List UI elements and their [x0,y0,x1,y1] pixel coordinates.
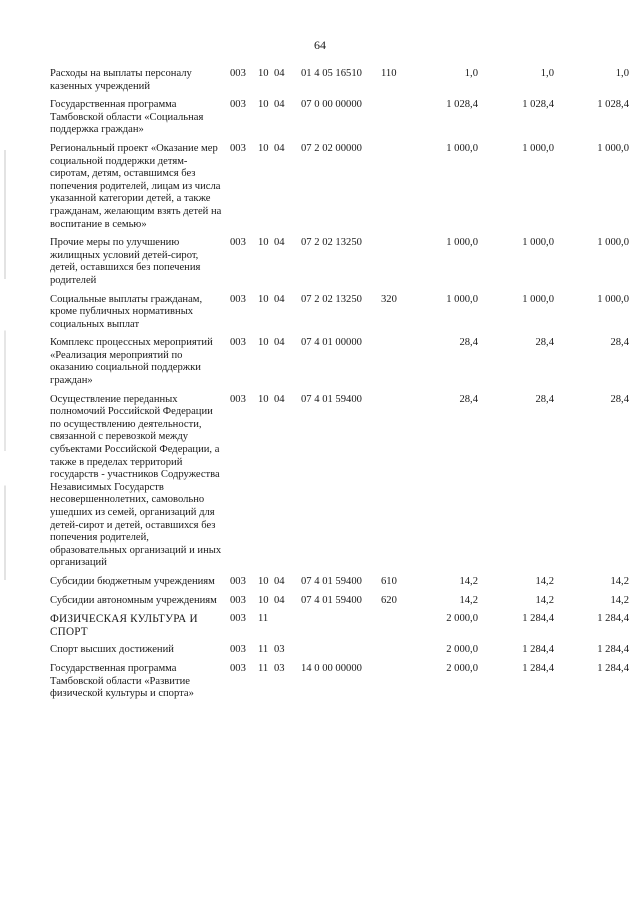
row-amount-year-3: 1 000,0 [597,293,629,305]
row-ved-code: 003 [230,337,246,349]
row-amount-year-3: 1 284,4 [597,662,629,674]
row-name: Государственная программа Тамбовской области «Развитие физической культуры и спорта» [50,662,194,700]
row-target-article-code: 07 2 02 13250 [301,237,362,249]
row-section-code: 10 [258,99,269,111]
row-name: Субсидии автономным учреждениям [50,594,217,606]
row-ved-code: 003 [230,68,246,79]
row-amount-year-2: 1 000,0 [522,293,554,305]
row-ved-code: 003 [230,142,246,154]
row-amount-year-1: 1 000,0 [446,293,478,305]
table-row [50,394,629,576]
row-ved-code: 003 [230,662,246,674]
row-expense-type-code [381,99,409,143]
budget-table-body [50,68,629,707]
row-section-code: 10 [258,337,269,349]
row-amount-year-2: 1 000,0 [522,237,554,249]
row-target-article-code: 07 2 02 00000 [301,142,362,154]
budget-table [50,68,629,707]
row-name: Региональный проект «Оказание мер социальной поддержки детям-сиротам, детям, оставшимся без попечения родителей, лицам из числа указанной категории детей, а также гражданам, желающим взять детей на воспитание в семью» [50,142,222,230]
row-target-article-code: 07 4 01 59400 [301,594,362,606]
row-amount-year-2: 14,2 [535,575,554,587]
row-section-code: 10 [258,237,269,249]
row-amount-year-3: 1 000,0 [597,237,629,249]
row-amount-year-2: 1 284,4 [522,613,554,625]
row-target-article-code: 07 4 01 00000 [301,337,362,349]
row-amount-year-3: 1 284,4 [597,613,629,625]
row-name: Спорт высших достижений [50,644,174,656]
row-name: Государственная программа Тамбовской области «Социальная поддержка граждан» [50,99,204,136]
row-subsection-code: 04 [274,68,285,79]
page-number: 64 [314,38,326,52]
table-row [50,68,629,99]
row-amount-year-1: 1,0 [464,68,478,79]
table-row [50,294,629,338]
row-amount-year-1: 2 000,0 [446,662,478,674]
row-amount-year-1: 1 000,0 [446,237,478,249]
row-expense-type-code [381,613,409,644]
row-section-code: 11 [258,613,269,625]
row-target-article-code: 01 4 05 16510 [301,68,362,79]
row-target-article-code [301,613,381,644]
row-amount-year-3: 28,4 [610,393,629,405]
row-section-code: 10 [258,142,269,154]
table-row [50,237,629,293]
row-subsection-code: 04 [274,237,285,249]
scan-margin-mark [4,150,6,580]
row-subsection-code: 04 [274,293,285,305]
row-subsection-code: 04 [274,99,285,111]
row-target-article-code: 07 4 01 59400 [301,393,362,405]
row-expense-type-code [381,143,409,237]
row-name: Осуществление переданных полномочий Российской Федерации по осуществлению деятельности, связанной с перевозкой между субъектами Российской Федерации, а также в пределах территорий государств - участников Содружества Независимых Государств несовершеннолетних, самовольно ушедших из семей, организаций для детей-сирот и детей, оставшихся без попечения родителей, образовательных организаций и иных организаций [50,393,222,569]
row-section-code: 10 [258,575,269,587]
row-amount-year-1: 28,4 [459,393,478,405]
row-ved-code: 003 [230,575,246,587]
row-target-article-code: 14 0 00 00000 [301,662,362,674]
row-name: Субсидии бюджетным учреждениям [50,575,215,587]
row-ved-code: 003 [230,594,246,606]
row-target-article-code: 07 0 00 00000 [301,99,362,111]
row-name: Социальные выплаты гражданам, кроме публичных нормативных социальных выплат [50,293,203,330]
row-name: Комплекс процессных мероприятий «Реализация мероприятий по оказанию социальной поддержки граждан» [50,337,213,387]
row-amount-year-1: 1 000,0 [446,142,478,154]
row-amount-year-3: 1 000,0 [597,142,629,154]
row-amount-year-2: 14,2 [535,594,554,606]
row-subsection-code: 04 [274,393,285,405]
row-name: Расходы на выплаты персоналу казенных учреждений [50,68,192,92]
table-row [50,99,629,143]
table-row [50,337,629,393]
table-row [50,613,629,644]
row-name: Прочие меры по улучшению жилищных условий детей-сирот, детей, оставшихся без попечения родителей [50,237,201,286]
row-amount-year-2: 28,4 [535,393,554,405]
row-amount-year-3: 1 284,4 [597,644,629,656]
row-subsection-code: 04 [274,337,285,349]
row-section-code: 10 [258,293,269,305]
row-expense-type-code [381,237,409,293]
row-amount-year-1: 1 028,4 [446,99,478,111]
row-section-code: 11 [258,644,269,656]
row-amount-year-2: 1 284,4 [522,644,554,656]
row-amount-year-1: 14,2 [459,575,478,587]
row-amount-year-2: 1 000,0 [522,142,554,154]
row-target-article-code: 07 4 01 59400 [301,575,362,587]
row-ved-code: 003 [230,393,246,405]
row-ved-code: 003 [230,293,246,305]
row-amount-year-2: 1 028,4 [522,99,554,111]
row-subsection-code: 04 [274,142,285,154]
row-section-code: 10 [258,393,269,405]
row-section-code: 11 [258,662,269,674]
row-name: ФИЗИЧЕСКАЯ КУЛЬТУРА И СПОРТ [50,613,198,638]
row-expense-type-code: 620 [381,594,397,606]
row-amount-year-1: 2 000,0 [446,613,478,625]
row-expense-type-code: 320 [381,293,397,305]
table-row [50,576,629,595]
table-row [50,143,629,237]
row-subsection-code: 03 [274,644,285,656]
row-amount-year-1: 2 000,0 [446,644,478,656]
row-amount-year-1: 14,2 [459,594,478,606]
row-subsection-code: 04 [274,594,285,606]
row-amount-year-3: 14,2 [610,594,629,606]
row-expense-type-code [381,337,409,393]
row-expense-type-code [381,663,409,707]
row-target-article-code [301,644,381,663]
row-amount-year-2: 28,4 [535,337,554,349]
row-ved-code: 003 [230,613,246,625]
row-amount-year-2: 1 284,4 [522,662,554,674]
row-ved-code: 003 [230,644,246,656]
row-amount-year-2: 1,0 [540,68,554,79]
row-expense-type-code: 110 [381,68,397,79]
row-expense-type-code [381,644,409,663]
row-subsection-code [274,613,301,644]
row-section-code: 10 [258,594,269,606]
row-amount-year-3: 1 028,4 [597,99,629,111]
row-section-code: 10 [258,68,269,79]
table-row [50,663,629,707]
table-row [50,644,629,663]
row-subsection-code: 04 [274,575,285,587]
row-amount-year-1: 28,4 [459,337,478,349]
row-ved-code: 003 [230,99,246,111]
row-ved-code: 003 [230,237,246,249]
table-row [50,595,629,614]
row-target-article-code: 07 2 02 13250 [301,293,362,305]
row-subsection-code: 03 [274,662,285,674]
row-expense-type-code: 610 [381,575,397,587]
row-amount-year-3: 1,0 [615,68,629,79]
row-expense-type-code [381,394,409,576]
row-amount-year-3: 14,2 [610,575,629,587]
row-amount-year-3: 28,4 [610,337,629,349]
